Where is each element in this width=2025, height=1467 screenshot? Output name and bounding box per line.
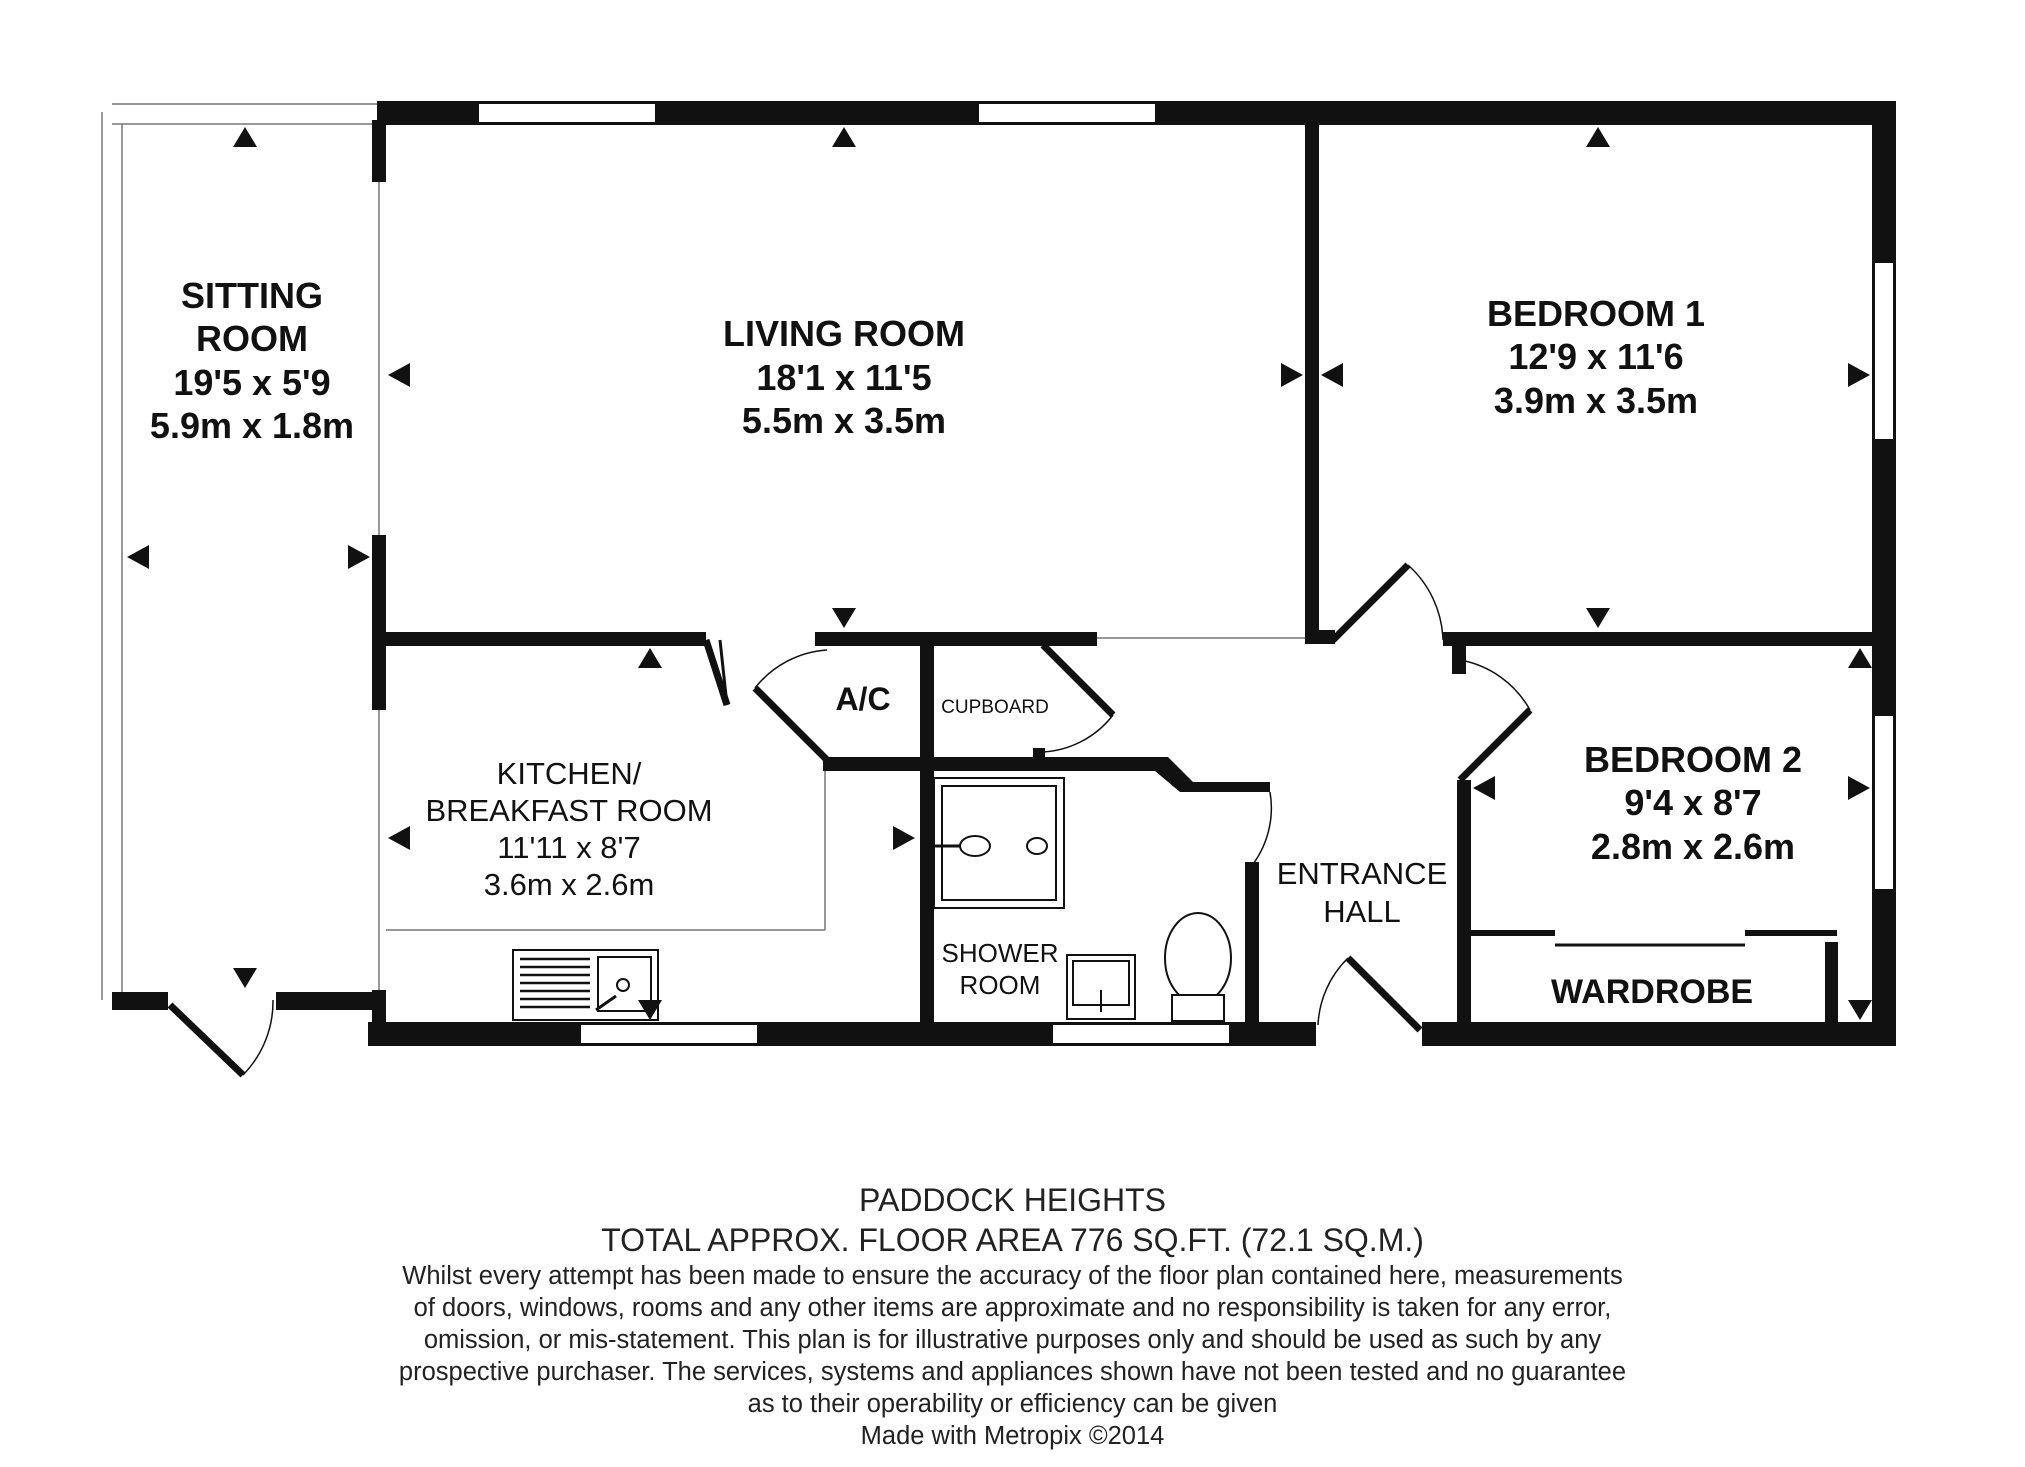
shower-drain [960, 836, 990, 856]
kitchen-name-1: KITCHEN/ [496, 756, 642, 791]
door-entrance-leaf [1348, 958, 1420, 1030]
entrance-hall-name-2: HALL [1323, 894, 1401, 929]
disclaimer-line-2: of doors, windows, rooms and any other items are approximate and no responsibility is taken for any error, [413, 1294, 1612, 1322]
disclaimer-line-4: prospective purchaser. The services, systems and appliances shown have not been tested and no guarantee [398, 1358, 1627, 1386]
door-bed2-swing [1460, 660, 1530, 710]
toilet-bowl [1165, 913, 1231, 1003]
bedroom2-name: BEDROOM 2 [1583, 739, 1803, 780]
bed2-left-wall [1457, 780, 1471, 1030]
window-shower [1052, 1024, 1230, 1044]
arrow-bed1-right [1848, 363, 1870, 387]
shower-corner-wall [1150, 757, 1270, 792]
window-kitchen [580, 1024, 758, 1044]
windows [478, 103, 1894, 1044]
disclaimer-line-1: Whilst every attempt has been made to ensure the accuracy of the floor plan contained here, measurements [402, 1262, 1623, 1290]
plan-footer [0, 1180, 2025, 1452]
living-room-imperial: 18'1 x 11'5 [756, 357, 932, 398]
sitting-room-imperial: 19'5 x 5'9 [173, 362, 331, 403]
disclaimer-line-5: as to their operability or efficiency can be given [747, 1390, 1278, 1418]
arrow-living-left [388, 363, 410, 387]
shower-head [1027, 838, 1047, 854]
disclaimer-line-3: omission, or mis-statement. This plan is for illustrative purposes only and should be used as such by any [423, 1326, 1602, 1354]
door-entrance-swing [1318, 958, 1348, 1025]
wall-bottom-right [1422, 1022, 1896, 1046]
bedroom2-metric: 2.8m x 2.6m [1590, 826, 1796, 867]
sitting-room-metric: 5.9m x 1.8m [149, 405, 355, 446]
sitting-room-name-2: ROOM [196, 318, 308, 359]
arrow-kitchen-left [388, 826, 410, 850]
sitting-partition-mid [372, 535, 386, 710]
toilet-cistern [1172, 995, 1224, 1021]
kitchen-name-2: BREAKFAST ROOM [425, 793, 713, 828]
arrow-bed2-bottom [1848, 1000, 1872, 1020]
arrow-sitting-right [348, 545, 370, 569]
arrow-bed2-right [1848, 776, 1870, 800]
arrow-living-top [832, 127, 856, 147]
kitchen-left-stub [372, 990, 386, 1030]
ac-cupboard-wall [920, 645, 934, 1027]
sitting-bottom-left [112, 992, 168, 1010]
window-living-left [478, 103, 656, 123]
door-bed1-swing [1408, 565, 1443, 640]
living-bed1-foot [1305, 630, 1335, 644]
door-cupboard-swing [1043, 715, 1113, 752]
kitchen-imperial: 11'11 x 8'7 [497, 830, 641, 865]
window-bedroom2 [1874, 715, 1894, 890]
living-bed1-wall [1305, 120, 1319, 640]
arrow-sitting-bottom [233, 968, 257, 988]
arrow-bed2-top [1848, 648, 1872, 668]
arrow-bed1-left [1321, 363, 1343, 387]
entrance-hall-name-1: ENTRANCE [1276, 856, 1448, 891]
door-sitting-leaf [170, 1005, 243, 1075]
living-room-metric: 5.5m x 3.5m [741, 400, 947, 441]
ac-label: A/C [835, 681, 891, 717]
window-living-right [978, 103, 1156, 123]
bedroom1-name: BEDROOM 1 [1486, 293, 1706, 334]
wardrobe-right [1825, 942, 1838, 1027]
living-room-name: LIVING ROOM [723, 313, 965, 354]
cupboard-label: CUPBOARD [941, 697, 1049, 718]
shower-room-name-1: SHOWER [941, 938, 1059, 968]
sink-drainer-grooves [520, 959, 590, 1007]
cupboard-stub [1033, 748, 1045, 762]
bed2-left-wall-top [1452, 632, 1466, 674]
arrow-sitting-top [233, 127, 257, 147]
shower-room-name-2: ROOM [959, 970, 1041, 1000]
kitchen-sink-drain [617, 979, 629, 991]
ac-shower-wall [823, 757, 1160, 771]
arrow-bed2-left [1473, 776, 1495, 800]
arrow-kitchen-right [893, 826, 915, 850]
sitting-bottom-right [276, 992, 378, 1010]
door-bed2-leaf [1460, 710, 1530, 780]
arrow-bed1-bottom [1586, 608, 1610, 628]
total-floor-area: TOTAL APPROX. FLOOR AREA 776 SQ.FT. (72.1 SQ.M.) [601, 1222, 1424, 1258]
arrow-bed1-top [1586, 127, 1610, 147]
sitting-room-name-1: SITTING [181, 275, 323, 316]
wardrobe-label: WARDROBE [1550, 973, 1754, 1011]
bedroom2-imperial: 9'4 x 8'7 [1624, 782, 1762, 823]
door-sitting-swing [243, 1000, 273, 1075]
arrow-kitchen-top [638, 648, 662, 668]
window-bedroom1 [1874, 262, 1894, 440]
door-shower-swing [1250, 792, 1271, 868]
sitting-partition-top [372, 120, 386, 182]
property-name: PADDOCK HEIGHTS [859, 1182, 1166, 1218]
wardrobe-top-left [1470, 930, 1555, 936]
arrow-living-right [1281, 363, 1303, 387]
door-bed1-leaf [1333, 565, 1408, 640]
arrow-living-bottom [832, 608, 856, 628]
shower-right-wall [1245, 862, 1259, 1027]
bed1-bed2-wall [1443, 632, 1878, 646]
door-ac-leaf [755, 688, 827, 760]
door-ac-swing [755, 650, 827, 688]
bedroom1-imperial: 12'9 x 11'6 [1508, 336, 1684, 377]
arrow-sitting-left [127, 545, 149, 569]
living-ac-wall [815, 632, 1097, 646]
living-kitchen-wall [386, 632, 706, 646]
wardrobe-top-right [1745, 930, 1837, 936]
kitchen-metric: 3.6m x 2.6m [483, 867, 655, 902]
door-cupboard-leaf [1043, 645, 1113, 715]
bedroom1-metric: 3.9m x 3.5m [1493, 380, 1699, 421]
wall-right [1872, 101, 1896, 1046]
metropix-credit: Made with Metropix ©2014 [860, 1422, 1165, 1450]
